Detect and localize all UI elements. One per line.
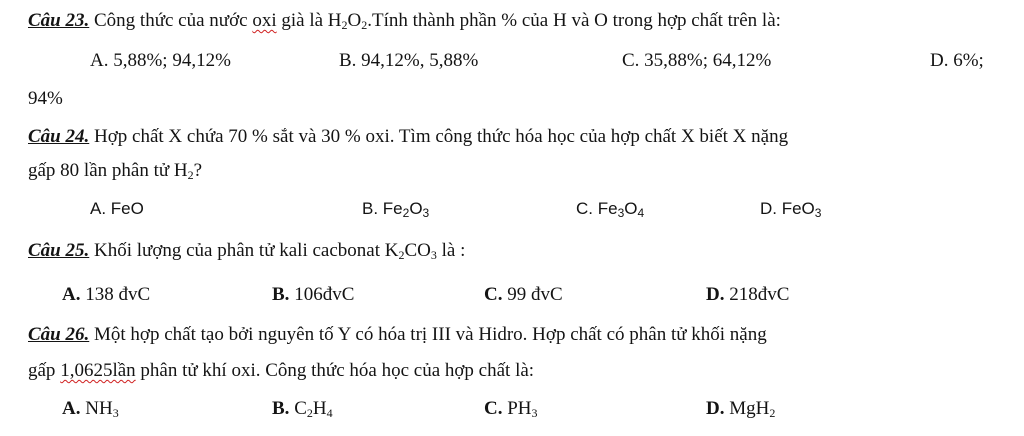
- option-letter: A.: [62, 284, 81, 305]
- question-23-text: Công thức của nước: [89, 10, 253, 31]
- option-text: 138 đvC: [80, 284, 151, 305]
- q23-option-a: A. 5,88%; 94,12%: [90, 50, 231, 71]
- subscript: 2: [187, 168, 194, 182]
- question-24: [28, 126, 788, 148]
- question-25-text: là :: [436, 240, 466, 261]
- question-25-label: Câu 25.: [28, 240, 90, 261]
- q24-option-c: [576, 198, 644, 220]
- subscript: 3: [422, 206, 430, 220]
- subscript: 2: [769, 406, 776, 420]
- subscript: 3: [531, 406, 538, 420]
- q25-option-a: [62, 284, 150, 306]
- subscript: 2: [402, 206, 410, 220]
- subscript: 2: [306, 406, 313, 420]
- q25-option-b: [272, 284, 354, 306]
- question-24-label: Câu 24.: [28, 126, 90, 147]
- question-26-line2: [28, 360, 534, 382]
- option-text: O: [624, 199, 638, 218]
- subscript: 2: [398, 248, 405, 262]
- subscript: 4: [326, 406, 333, 420]
- option-letter: A.: [62, 398, 81, 419]
- q23-option-b: B. 94,12%, 5,88%: [339, 50, 479, 71]
- question-23-text: già là H: [276, 10, 342, 31]
- question-23-label: Câu 23.: [28, 10, 90, 31]
- question-25-text: CO: [404, 240, 431, 261]
- q23-option-d: D. 6%;: [930, 50, 984, 71]
- option-letter: B.: [272, 284, 290, 305]
- q26-option-b: [272, 398, 333, 420]
- question-23-text: O: [347, 10, 362, 31]
- option-text: 99 đvC: [502, 284, 563, 305]
- option-letter: D.: [706, 398, 725, 419]
- q25-option-d: [706, 284, 789, 306]
- q24-option-b: [362, 198, 429, 220]
- option-text: O: [409, 199, 423, 218]
- spellcheck-word: 1,0625lần: [60, 360, 136, 381]
- option-text: D. FeO: [760, 199, 815, 218]
- question-26-text: phân tử khí oxi. Công thức hóa học của hợp chất là:: [135, 360, 535, 381]
- q24-option-d: [760, 198, 821, 220]
- option-text: MgH: [724, 398, 770, 419]
- question-23-text: .Tính thành phần % của H và O trong hợp chất trên là:: [367, 10, 781, 31]
- subscript: 4: [637, 206, 645, 220]
- q23-option-c: C. 35,88%; 64,12%: [622, 50, 772, 71]
- option-text: B. Fe: [362, 199, 403, 218]
- question-26-text: Một hợp chất tạo bởi nguyên tố Y có hóa trị III và Hidro. Hợp chất có phân tử khối nặng: [89, 324, 767, 345]
- question-24-text: Hợp chất X chứa 70 % sắt và 30 % oxi. Tìm công thức hóa học của hợp chất X biết X nặng: [89, 126, 789, 147]
- option-letter: C.: [484, 398, 503, 419]
- option-text: 218đvC: [724, 284, 790, 305]
- question-26: [28, 324, 767, 346]
- q26-option-a: [62, 398, 119, 420]
- option-text: PH: [502, 398, 532, 419]
- spellcheck-word: oxi: [252, 10, 277, 31]
- subscript: 3: [617, 206, 625, 220]
- q24-option-a: A. FeO: [90, 199, 144, 218]
- option-letter: D.: [706, 284, 725, 305]
- q26-option-d: [706, 398, 775, 420]
- option-text: C: [289, 398, 307, 419]
- question-26-label: Câu 26.: [28, 324, 90, 345]
- subscript: 3: [814, 206, 822, 220]
- q26-option-c: [484, 398, 538, 420]
- question-24-text: gấp 80 lần phân tử H: [28, 160, 188, 181]
- option-text: 106đvC: [289, 284, 355, 305]
- option-text: C. Fe: [576, 199, 618, 218]
- option-text: H: [312, 398, 327, 419]
- question-25-text: Khối lượng của phân tử kali cacbonat K: [89, 240, 399, 261]
- question-25: [28, 240, 465, 262]
- option-letter: C.: [484, 284, 503, 305]
- question-23: [28, 10, 781, 32]
- subscript: 3: [430, 248, 437, 262]
- subscript: 2: [361, 18, 368, 32]
- q25-option-c: [484, 284, 563, 306]
- subscript: 3: [112, 406, 119, 420]
- subscript: 2: [341, 18, 348, 32]
- option-text: NH: [80, 398, 113, 419]
- question-26-text: gấp: [28, 360, 61, 381]
- option-letter: B.: [272, 398, 290, 419]
- question-24-text: ?: [193, 160, 203, 181]
- q23-option-d-cont: 94%: [28, 88, 63, 109]
- question-24-line2: [28, 160, 202, 182]
